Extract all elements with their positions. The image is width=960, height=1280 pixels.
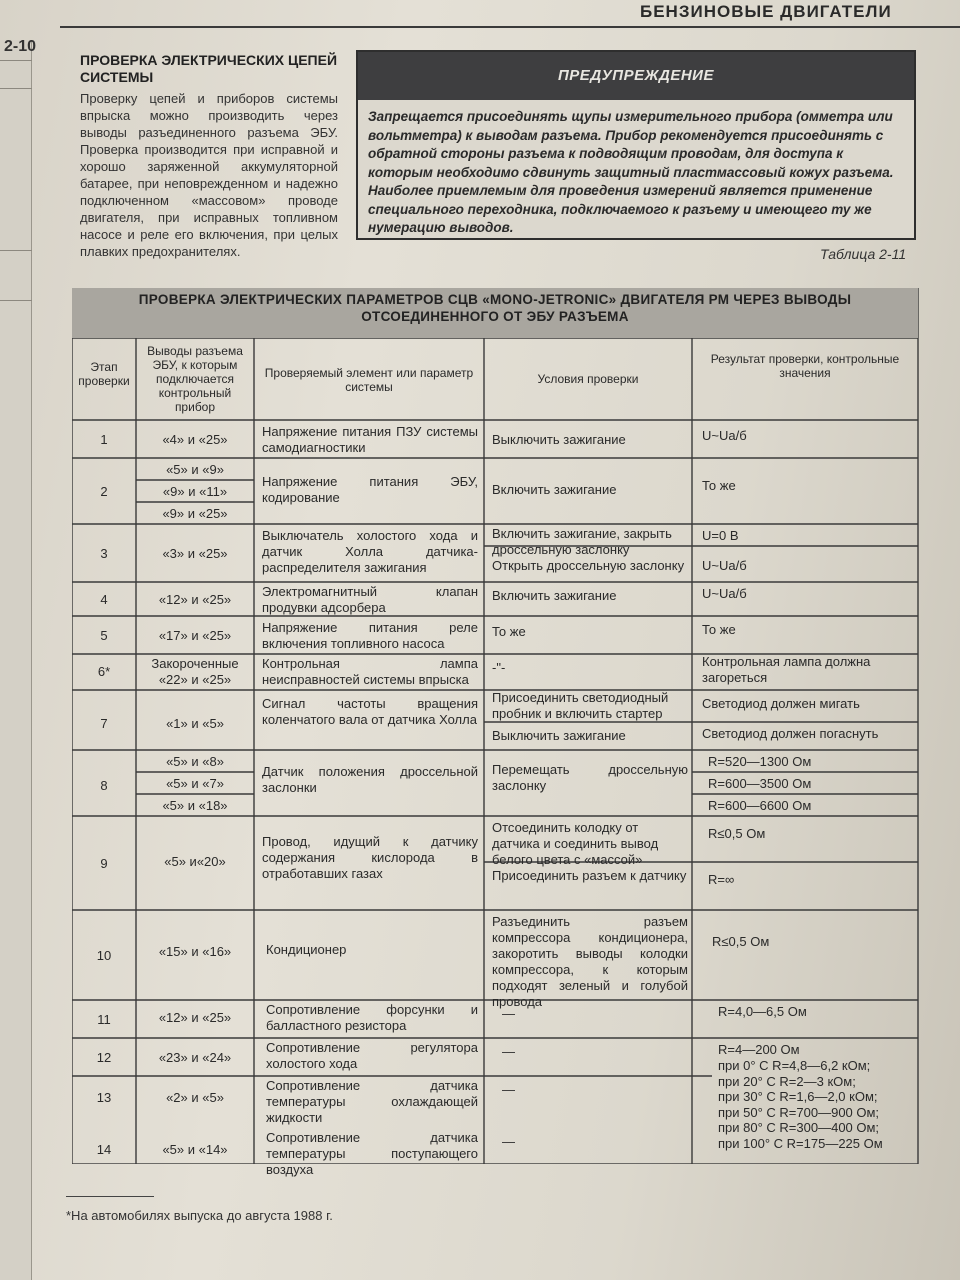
- section-text: Проверку цепей и приборов системы впрыска можно производить через выводы разъединенного разъема ЭБУ. Проверка производится при исправной и хорошо заряженной аккумуляторной батарее, при неповрежденном и надежно подключенном «массовом» проводе двигателя, при исправных топливном насосе и реле его включения, при целых плавких предохранителях.: [80, 91, 338, 259]
- cond-1: Выключить зажигание: [492, 432, 626, 447]
- element-11: Сопротивление форсунки и балластного резистора: [266, 1002, 478, 1033]
- element-5: Напряжение питания реле включения топливного насоса: [262, 620, 478, 651]
- footnote-rule: [66, 1196, 154, 1197]
- warning-box: [356, 50, 916, 240]
- section-title: ПРОВЕРКА ЭЛЕКТРИЧЕСКИХ ЦЕПЕЙ СИСТЕМЫ: [80, 52, 338, 85]
- page-number: 2-10: [4, 38, 37, 55]
- result-7a: Светодиод должен мигать: [702, 696, 860, 711]
- cond-4: Включить зажигание: [492, 588, 617, 603]
- pins-8a: «5» и «8»: [166, 754, 224, 769]
- result-1: U~Uа/б: [702, 428, 747, 443]
- element-6: Контрольная лампа неисправностей системы впрыска: [262, 656, 478, 687]
- temp-result-line: при 20° С R=2—3 кОм;: [718, 1073, 856, 1089]
- stage-8: 8: [100, 778, 108, 793]
- cond-11: —: [502, 1006, 515, 1021]
- result-6: Контрольная лампа должна загореться: [702, 654, 871, 685]
- stage-14: 14: [96, 1142, 112, 1157]
- element-1: Напряжение питания ПЗУ системы самодиагностики: [262, 424, 478, 455]
- pins-8b: «5» и «7»: [166, 776, 224, 791]
- pins-13: «2» и «5»: [166, 1090, 224, 1105]
- pins-14: «5» и «14»: [162, 1142, 228, 1157]
- cond-5: То же: [492, 624, 526, 639]
- table-title: ПРОВЕРКА ЭЛЕКТРИЧЕСКИХ ПАРАМЕТРОВ СЦВ «MONO-JETRONIC» ДВИГАТЕЛЯ РМ ЧЕРЕЗ ВЫВОДЫ ОТСОЕДИНЕННОГО ОТ ЭБУ РАЗЪЕМА: [72, 288, 918, 338]
- pins-4: «12» и «25»: [158, 592, 232, 607]
- stage-2: 2: [100, 484, 108, 499]
- temp-result-line: при 100° С R=175—225 Ом: [718, 1135, 883, 1151]
- result-7b: Светодиод должен погаснуть: [702, 726, 879, 741]
- header-element: Проверяемый элемент или параметр системы: [264, 366, 474, 394]
- pins-12: «23» и «24»: [158, 1050, 232, 1065]
- result-9b: R=∞: [708, 872, 735, 887]
- header-rule: [60, 26, 960, 28]
- warning-heading: ПРЕДУПРЕЖДЕНИЕ: [358, 52, 914, 100]
- stage-3: 3: [100, 546, 108, 561]
- element-9: Провод, идущий к датчику содержания кислорода в отработавших газах: [262, 834, 478, 881]
- cond-9a: Отсоединить колодку от датчика и соединить вывод белого цвета с «массой»: [492, 820, 659, 867]
- cond-7b: Выключить зажигание: [492, 728, 626, 743]
- pins-1: «4» и «25»: [162, 432, 228, 447]
- temp-result-line: при 50° С R=700—900 Ом;: [718, 1104, 880, 1120]
- result-9a: R≤0,5 Ом: [708, 826, 766, 841]
- result-12: R=4—200 Ом: [718, 1042, 800, 1057]
- stage-9: 9: [100, 856, 108, 871]
- footnote: *На автомобилях выпуска до августа 1988 г.: [66, 1208, 333, 1223]
- header-pins: Выводы разъема ЭБУ, к которым подключается контрольный прибор: [147, 344, 243, 414]
- pins-5: «17» и «25»: [158, 628, 232, 643]
- pins-10: «15» и «16»: [158, 944, 232, 959]
- stage-7: 7: [100, 716, 108, 731]
- pins-2c: «9» и «25»: [162, 506, 228, 521]
- result-5: То же: [702, 622, 736, 637]
- cond-6: -"-: [492, 660, 506, 675]
- temp-result-line: при 80° С R=300—400 Ом;: [718, 1120, 880, 1135]
- temp-result-line: при 0° С R=4,8—6,2 кОм;: [718, 1058, 871, 1073]
- element-2: Напряжение питания ЭБУ, кодирование: [262, 474, 478, 505]
- pins-2a: «5» и «9»: [166, 462, 224, 477]
- result-8a: R=520—1300 Ом: [708, 754, 812, 769]
- element-8: Датчик положения дроссельной заслонки: [262, 764, 478, 795]
- result-11: R=4,0—6,5 Ом: [718, 1004, 807, 1019]
- cond-12: —: [502, 1044, 515, 1059]
- element-7: Сигнал частоты вращения коленчатого вала от датчика Холла: [262, 696, 478, 727]
- element-10: Кондиционер: [266, 942, 347, 957]
- pins-8c: «5» и «18»: [162, 798, 228, 813]
- cond-8: Перемещать дроссельную заслонку: [492, 762, 688, 793]
- element-13: Сопротивление датчика температуры охлаждающей жидкости: [266, 1078, 478, 1125]
- result-10: R≤0,5 Ом: [712, 934, 770, 949]
- pins-11: «12» и «25»: [158, 1010, 232, 1025]
- result-4: U~Uа/б: [702, 586, 747, 601]
- check-table: [72, 288, 928, 1177]
- header-result: Результат проверки, контрольные значения: [710, 352, 900, 380]
- adjacent-page-edge: [0, 40, 32, 1280]
- cond-10: Разъединить разъем компрессора кондиционера, закоротить выводы колодки компрессора, к которым подходят зеленый и голубой провода: [492, 914, 688, 1009]
- cond-14: —: [502, 1134, 515, 1149]
- cond-13: —: [502, 1082, 515, 1097]
- header-stage: Этап проверки: [78, 360, 130, 388]
- pins-2b: «9» и «11»: [162, 484, 228, 499]
- pins-3: «3» и «25»: [162, 546, 228, 561]
- pins-6: Закороченные «22» и «25»: [151, 656, 239, 687]
- result-2: То же: [702, 478, 736, 493]
- stage-11: 11: [97, 1012, 111, 1027]
- element-4: Электромагнитный клапан продувки адсорбера: [262, 584, 478, 615]
- running-header: БЕНЗИНОВЫЕ ДВИГАТЕЛИ: [640, 2, 892, 21]
- result-8b: R=600—3500 Ом: [708, 776, 812, 791]
- element-12: Сопротивление регулятора холостого хода: [266, 1040, 478, 1071]
- result-8c: R=600—6600 Ом: [708, 798, 812, 813]
- stage-12: 12: [96, 1050, 112, 1065]
- temp-result-line: при 30° С R=1,6—2,0 кОм;: [718, 1089, 878, 1104]
- cond-7a: Присоединить светодиодный пробник и включить стартер: [492, 690, 669, 721]
- pins-9: «5» и«20»: [164, 854, 226, 869]
- cond-2: Включить зажигание: [492, 482, 617, 497]
- result-3a: U=0 В: [702, 528, 739, 543]
- cond-9b: Присоединить разъем к датчику: [492, 868, 687, 883]
- header-conditions: Условия проверки: [537, 372, 639, 386]
- result-13-14: [718, 1058, 916, 1151]
- element-3: Выключатель холостого хода и датчик Холла датчика-распределителя зажигания: [262, 528, 478, 575]
- stage-6: 6*: [97, 664, 111, 679]
- element-14: Сопротивление датчика температуры поступающего воздуха: [266, 1130, 478, 1177]
- table-caption: Таблица 2-11: [820, 246, 907, 262]
- pins-7: «1» и «5»: [166, 716, 224, 731]
- stage-4: 4: [100, 592, 108, 607]
- stage-10: 10: [96, 948, 112, 963]
- stage-13: 13: [96, 1090, 112, 1105]
- stage-1: 1: [100, 432, 108, 447]
- stage-5: 5: [100, 628, 108, 643]
- result-3b: U~Uа/б: [702, 558, 747, 573]
- cond-3b: Открыть дроссельную заслонку: [492, 558, 685, 573]
- warning-text: Запрещается присоединять щупы измерительного прибора (омметра или вольтметра) к выводам разъема. Прибор рекомендуется присоединять с обратной стороны разъема к подводящим проводам, для доступа к которым необходимо сдвинуть защитный пластмассовый кожух разъема. Наиболее приемлемым для проведения измерений является применение специального переходника, подключаемого к разъему и имеющего ту же нумерацию выводов.: [368, 109, 894, 235]
- cond-3a: Включить зажигание, закрыть дроссельную заслонку: [492, 526, 672, 557]
